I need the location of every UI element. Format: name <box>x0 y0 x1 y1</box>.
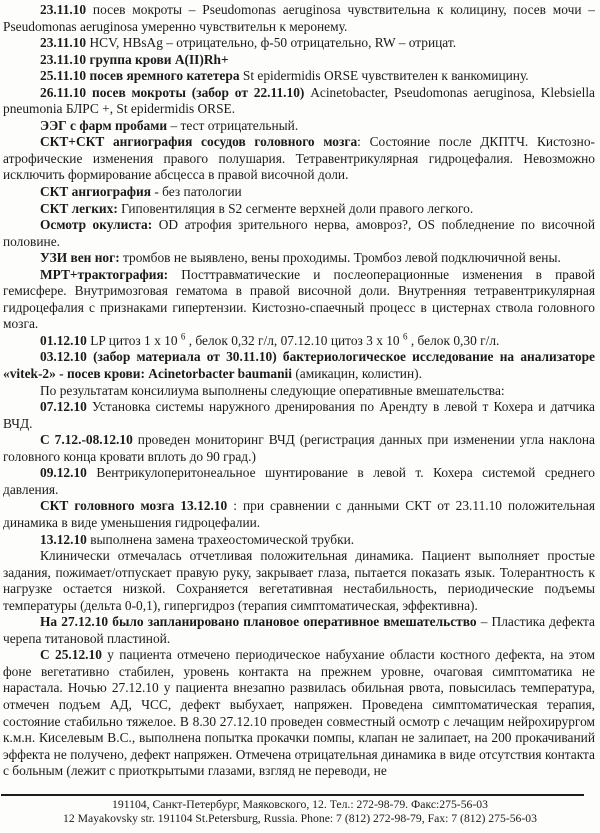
paragraph <box>3 250 595 267</box>
paragraph <box>3 184 595 201</box>
bold-text-run: 09.12.10 <box>40 465 87 481</box>
paragraph <box>3 647 595 779</box>
text-run: – Пластика дефекта черепа титановой пластиной. <box>3 614 595 646</box>
bold-text-run: 23.11.10 <box>40 35 87 51</box>
paragraph <box>3 465 595 498</box>
text-run: LP цитоз 1 х 10 <box>86 332 181 348</box>
paragraph <box>3 2 595 35</box>
text-run: Установка системы наружного дренирования по Арендту в левой т Кохера и датчика ВЧД. <box>3 399 595 431</box>
text-run: , белок 0,30 г/л. <box>407 332 500 348</box>
text-run: Вентрикулоперитонеальное шунтирование в левой т. Кохера системой среднего давления. <box>3 465 595 497</box>
paragraph <box>3 432 595 465</box>
footer-address-en: 12 Mayakovsky str. 191104 St.Petersburg, Russia. Phone: 7 (812) 272-98-79, Fax: 7 (812) 275-56-03 <box>63 812 537 826</box>
text-run: – тест отрицательный. <box>167 117 299 133</box>
footer <box>0 794 600 827</box>
paragraph <box>3 52 595 69</box>
bold-text-run: ЭЭГ с фарм пробами <box>40 117 168 133</box>
bold-text-run: Осмотр окулиста: <box>40 217 153 233</box>
text-run: выполнена замена трахеостомической трубки. <box>86 531 355 547</box>
bold-text-run: 13.12.10 <box>40 531 87 547</box>
paragraph <box>3 85 595 118</box>
paragraph <box>3 383 595 400</box>
bold-text-run: С 7.12.-08.12.10 <box>40 432 133 448</box>
paragraph <box>3 267 595 333</box>
paragraph <box>3 217 595 250</box>
paragraph <box>3 134 595 184</box>
text-run: HCV, HBsAg – отрицательно, ф-50 отрицательно, RW – отрицат. <box>86 35 457 51</box>
bold-text-run: С 25.12.10 <box>40 647 102 663</box>
paragraph <box>3 201 595 218</box>
text-run: (амикацин, колистин). <box>291 366 422 382</box>
bold-text-run: На 27.12.10 было запланировано плановое оперативное вмешательство <box>40 614 477 630</box>
text-run: у пациента отмечено периодическое набухание области костного дефекта, на этом фоне вегетативно стабилен, уровень контакта на прежнем уровне, очаговая симптоматика не нарастала. Ночью 27.12.10 у пациента внезапно развилась обильная рвота, повысилась температура, отмечен подъем АД, ЧСС, дефект выбухает, напряжен. Проведена симптоматическая терапия, состояние стабильно тяжелое. В 8.30 27.12.10 проведен совместный осмотр с лечащим нейрохирургом к.м.н. Киселевым В.С., выполнена попытка прокачки помпы, клапан не залипает, на 200 прокачиваний эффекта не получено, дефект напряжен. Отмечена отрицательная динамика в виде отсутствия контакта с больным (лежит с приоткрытыми глазами, взгляд не переводи, не <box>3 647 595 779</box>
text-run: проведен мониторинг ВЧД (регистрация данных при изменении угла наклона головного конца кровати вплоть до 90 град.) <box>3 432 595 464</box>
paragraph <box>3 35 595 52</box>
bold-text-run: УЗИ вен ног: <box>40 250 120 266</box>
paragraph <box>3 118 595 135</box>
bold-text-run: 23.11.10 группа крови А(II)Rh+ <box>40 51 229 67</box>
text-run: По результатам консилиума выполнены следующие оперативные вмешательства: <box>40 382 505 398</box>
bold-text-run: СКТ+СКТ ангиография сосудов головного мозга <box>40 134 358 150</box>
paragraph <box>3 399 595 432</box>
bold-text-run: 26.11.10 посев мокроты (забор от 22.11.10) <box>40 84 305 100</box>
bold-text-run: 03.12.10 (забор материала от 30.11.10) бактериологическое исследование на анализаторе «vitek-2» - посев крови: Acinetorbacter baumanii <box>3 349 595 382</box>
text-run: тромбов не выявлено, вены проходимы. Тромбоз левой подключичной вены. <box>119 250 561 266</box>
superscript: 6 <box>180 331 186 342</box>
paragraph <box>3 548 595 614</box>
text-run: Посттравматические и послеоперационные изменения в правой гемисфере. Внутримозговая гематома в правой височной доли. Внутренняя тетравентрикулярная гидроцефалия с признаками гипертензии. Кистозно-спаечный процесс в цистернах ствола головного мозга. <box>3 266 595 332</box>
text-run: Acinetobacter, Pseudomonas aeruginosa, Klebsiella pneumonia БЛРС +, St epidermidis ORSE. <box>3 84 595 117</box>
paragraph <box>3 333 595 350</box>
bold-text-run: 25.11.10 посев яремного катетера <box>40 68 240 84</box>
paragraph <box>3 498 595 531</box>
bold-text-run: 01.12.10 <box>40 332 87 348</box>
superscript: 6 <box>402 331 408 342</box>
text-run: посев мокроты – Pseudomonas aeruginosa чувствительна к колицину, посев мочи – Pseudomonas aeruginosa умеренно чувствительн к меронему. <box>3 2 595 34</box>
text-run: Клинически отмечалась отчетливая положительная динамика. Пациент выполняет простые задания, пожимает/отпускает правую руку, закрывает глаза, пытается показать язык. Толерантность к нагрузке остается низкой. Сохраняется вегетативная нестабильность, периодические подъемы температуры (дельта 0-0,1), гипергидроз (терапия симптоматическая, эффективна). <box>3 548 595 613</box>
text-run: Гиповентиляция в S2 сегменте верхней доли правого легкого. <box>117 200 474 216</box>
document-body <box>3 2 595 780</box>
footer-address-ru: 191104, Санкт-Петербург, Маяковского, 12. Тел.: 272-98-79. Факс:275-56-03 <box>112 797 488 811</box>
paragraph <box>3 532 595 549</box>
text-run: : Состояние после ДКПТЧ. Кистозно-атрофические изменения правого полушария. Тетравентрикулярная гидроцефалия. Невозможно исключить формирование абсцесса в правой височной доли. <box>3 134 595 183</box>
bold-text-run: СКТ ангиография <box>40 184 152 200</box>
bold-text-run: СКТ головного мозга 13.12.10 <box>40 498 228 514</box>
bold-text-run: 07.12.10 <box>40 399 87 415</box>
text-run: - без патологии <box>151 184 242 200</box>
bold-text-run: СКТ легких: <box>40 200 118 216</box>
paragraph <box>3 349 595 382</box>
bold-text-run: 23.11.10 <box>40 2 87 17</box>
text-run: St epidermidis ORSE чувствителен к ванкомицину. <box>239 68 529 84</box>
text-run: OD атрофия зрительного нерва, амовроз?, OS побледнение по височной половине. <box>3 217 595 249</box>
text-run: , белок 0,32 г/л, 07.12.10 цитоз 3 х 10 <box>185 332 403 348</box>
text-run: : при сравнении с данными СКТ от 23.11.10 положительная динамика в виде уменьшения гидроцефалии. <box>3 498 596 530</box>
paragraph <box>3 68 595 85</box>
paragraph <box>3 614 595 647</box>
footer-divider <box>1 794 584 796</box>
bold-text-run: МРТ+трактография: <box>40 266 169 282</box>
